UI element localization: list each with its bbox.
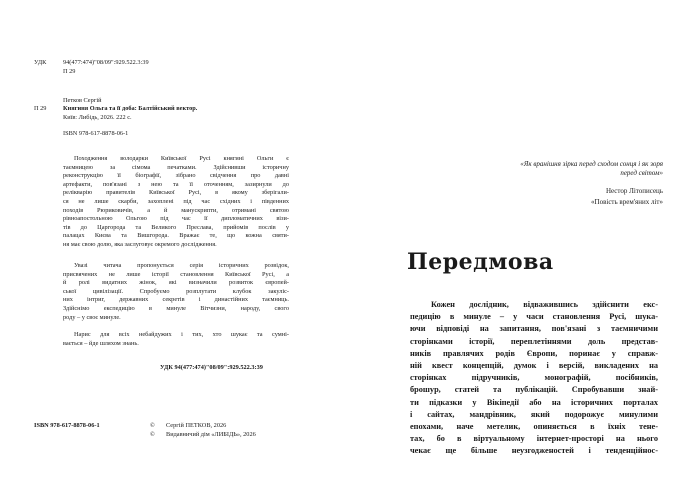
epigraph <box>480 160 663 178</box>
annotation-line: й ролі видатних жінок, які визначили розвиток європей- <box>63 279 289 287</box>
annotation-line: Увазі читача пропонується серія історичних розвідок, <box>74 262 289 269</box>
annotation-line: ся не лише скарби, захоплені під час східних і південних <box>63 197 289 205</box>
isbn: ISBN 978-617-8878-06-1 <box>63 130 129 137</box>
udk-bottom: УДК 94(477:474)"08/09":929.522.3:39 <box>160 364 263 371</box>
body-line: сторінках підручників, монографій, посібників, <box>410 373 658 383</box>
preface-body <box>410 299 658 458</box>
body-line: епохами, наче метелик, опиняється в їхніх тене- <box>410 422 658 432</box>
body-line: ти підказки у Вікіпедії або на історичних порталах <box>410 397 658 407</box>
annotation-line: походів Рюриковичів, а й манускрипти, отримані святою <box>63 206 289 214</box>
annotation-paragraph-3 <box>63 331 289 348</box>
chapter-heading: Передмова <box>407 249 554 275</box>
annotation-paragraph-1 <box>63 155 289 250</box>
annotation-line: тів до Царгорода та Великого Преслава, прийомів послів у <box>63 223 289 231</box>
annotation-line: Здійснімо експедицію в минуле Вітчизни, народу, свого <box>63 304 289 312</box>
annotation-line: ської цивілізації. Спробуємо розплутати клубок закуліс- <box>63 287 289 295</box>
body-line: Кожен дослідник, відважившись здійснити екс- <box>431 300 658 309</box>
copyright-symbol: © <box>150 422 155 429</box>
copyright-symbol: © <box>150 431 155 438</box>
annotation-paragraph-2 <box>63 262 289 322</box>
body-line: ників правлячих родів Європи, поринає у справж- <box>410 348 658 358</box>
annotation-line: артефакти, пов'язані з нею та її оточенням, зазирнули до <box>63 180 289 188</box>
copyright-publisher: Видавничий дім «ЛИБІДЬ», 2026 <box>166 431 256 438</box>
annotation-line: рівноапостольною Ольгою під час її дипломатичних візи- <box>63 215 289 223</box>
epigraph-line: «Як вранішня зірка перед сходом сонця і як зоря <box>520 160 663 168</box>
annotation-line: палацах Києва та Вишгорода. Вражає те, що кожна святи- <box>63 232 289 240</box>
annotation-line: них інтриг, державних секретів і династійних таємниць. <box>63 296 289 304</box>
book-title: Княгиня Ольга та її доба: Балтійський вектор. <box>63 105 198 112</box>
annotation-line: роду – у своє минуле. <box>63 313 121 321</box>
body-line: ній квест концепцій, думок і версій, викладених на <box>410 361 658 371</box>
epigraph-line: перед світом» <box>620 169 663 178</box>
annotation-line: присвячених не лише історії становлення Київської Русі, а <box>63 270 289 278</box>
annotation-line: вається – йде шляхом знань. <box>63 339 139 347</box>
copyright-author: Сергій ПЕТКОВ, 2026 <box>166 422 227 429</box>
annotation-line: Нарис для всіх небайдужих і тих, хто шукає та сумні- <box>74 331 289 338</box>
udk-label: УДК <box>34 59 47 66</box>
body-line: брошур, статей та публікацій. Спробувавши знай- <box>410 385 658 395</box>
body-line: ючи відповіді на запитання, пов'язані з таємничими <box>410 324 658 334</box>
author: Петков Сергій <box>63 97 102 104</box>
annotation-line: реконструкцію її біографії, зібрано свідчення про давні <box>63 172 289 180</box>
body-line: чекає ще більше неузгодженостей і тенденційнос- <box>410 446 658 456</box>
p-code-2: П 29 <box>34 105 47 112</box>
body-line: і сайтах, мандрівник, який подорожує минулими <box>410 409 658 419</box>
isbn-bottom: ISBN 978-617-8878-06-1 <box>34 422 100 429</box>
annotation-line: ня має свою долю, яка заслуговує окремого дослідження. <box>63 240 217 248</box>
udk-code: 94(477:474)"08/09":929.522.3:39 <box>63 59 149 66</box>
body-line: тах, бо в віртуальному інтернет-просторі на нього <box>410 434 658 444</box>
annotation-line: таємницею за сімома печатками. Здійснивши історичну <box>63 163 289 171</box>
annotation-line: Походження володарки Київської Русі княгині Ольги є <box>74 155 289 162</box>
p-code: П 29 <box>63 68 76 75</box>
body-line: сторінками історії, переплетіннями доль представ- <box>410 336 658 346</box>
imprint: Київ: Либідь, 2026. 222 с. <box>63 114 132 121</box>
body-line: педицію в минуле – у часи становлення Русі, шука- <box>410 312 658 322</box>
epigraph-author: Нестор Літописець <box>605 187 663 195</box>
epigraph-source: «Повість врем'яних літ» <box>591 198 663 206</box>
annotation-line: релікварію правителів Київської Русі, в якому зберігали- <box>63 189 289 197</box>
